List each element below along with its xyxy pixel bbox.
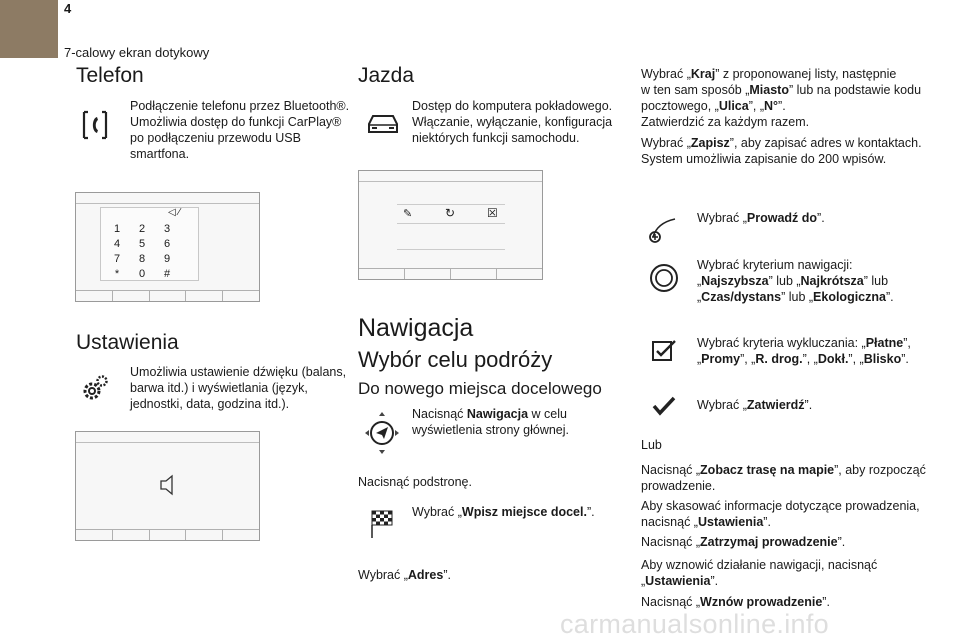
navigation-icon — [363, 410, 401, 456]
zapisz-text: Wybrać „Zapisz”, aby zapisać adres w kontaktach. System umożliwia zapisanie do 200 wpisów. — [641, 136, 922, 166]
guide-to-icon — [647, 213, 679, 245]
nawigacja-heading: Nawigacja — [358, 314, 474, 342]
kryterium-text: Wybrać kryterium nawigacji: „Najszybsza” lub „Najkrótsza” lub „Czas/dystans” lub „Ekologiczna”. — [697, 258, 894, 304]
jazda-screen-illustration — [358, 170, 543, 280]
backspace-icon: ◁ ∕ — [168, 207, 181, 218]
zobacz-trase-text: Nacisnąć „Zobacz trasę na mapie”, aby rozpocząć prowadzenie. — [641, 463, 926, 493]
refresh-icon: ↻ — [445, 206, 456, 220]
ustawienia-heading: Ustawienia — [76, 331, 179, 354]
speaker-icon — [158, 474, 176, 496]
nawigacja-step4: Wybrać „Adres”. — [358, 568, 451, 582]
telefon-heading: Telefon — [76, 64, 144, 87]
phone-icon — [80, 108, 110, 142]
jazda-heading: Jazda — [358, 64, 415, 87]
keypad-key: 9 — [163, 253, 171, 265]
keypad-key: 7 — [113, 253, 121, 265]
wznow-nawigacje-text: Aby wznowić działanie nawigacji, nacisnąć „Ustawienia”. — [641, 558, 878, 588]
ustawienia-screen-illustration — [75, 431, 260, 541]
car-icon — [366, 112, 400, 136]
wybor-celu-heading: Wybór celu podróży — [358, 347, 553, 372]
adres-entry-text: Wybrać „Kraj” z proponowanej listy, następnie w ten sam sposób „Miasto” lub na podstawie kodu pocztowego, „Ulica”, „N°”. Zatwierdzić za każdym razem. — [641, 67, 922, 129]
route-criteria-icon — [648, 262, 680, 294]
keypad-key: 4 — [113, 238, 121, 250]
skasuj-text: Aby skasować informacje dotyczące prowadzenia, nacisnąć „Ustawienia”. — [641, 499, 920, 529]
telefon-text: Podłączenie telefonu przez Bluetooth®. Umożliwia dostęp do funkcji CarPlay® po podłączeniu przewodu USB smartfona. — [130, 99, 350, 161]
page-tab — [0, 0, 58, 58]
page-header: 7-calowy ekran dotykowy — [64, 45, 210, 60]
telefon-screen-illustration — [75, 192, 260, 302]
checklist-icon: ☒ — [487, 206, 498, 220]
nawigacja-step3: Wybrać „Wpisz miejsce docel.”. — [412, 505, 595, 519]
page-number: 4 — [64, 1, 72, 16]
keypad-key: 2 — [138, 223, 146, 235]
exclusion-checkbox-icon — [650, 337, 678, 363]
wznow-prowadzenie-text: Nacisnąć „Wznów prowadzenie”. — [641, 595, 830, 609]
keypad-key: 5 — [138, 238, 146, 250]
lub-text: Lub — [641, 438, 662, 452]
prowadz-do-text: Wybrać „Prowadź do”. — [697, 211, 825, 225]
nawigacja-step1: Nacisnąć Nawigacja w celu wyświetlenia strony głównej. — [412, 407, 570, 437]
confirm-check-icon — [651, 395, 677, 417]
settings-gears-icon — [78, 373, 110, 405]
keypad-key: 8 — [138, 253, 146, 265]
nawigacja-step2: Nacisnąć podstronę. — [358, 475, 472, 489]
ustawienia-text: Umożliwia ustawienie dźwięku (balans, barwa itd.) i wyświetlania (język, jednostki, data, godzina itd.). — [130, 365, 347, 411]
watermark: carmanualsonline.info — [560, 609, 829, 639]
keypad-key: # — [163, 268, 171, 280]
checkered-flag-icon — [370, 509, 394, 539]
keypad-key: * — [114, 268, 120, 280]
zatwierdz-text: Wybrać „Zatwierdź”. — [697, 398, 813, 412]
jazda-text: Dostęp do komputera pokładowego. Włączanie, wyłączanie, konfiguracja niektórych funkcji samochodu. — [412, 99, 613, 145]
keypad-key: 3 — [163, 223, 171, 235]
keypad-key: 6 — [163, 238, 171, 250]
drive-settings-icon: ✎ — [403, 208, 413, 220]
zatrzymaj-text: Nacisnąć „Zatrzymaj prowadzenie”. — [641, 535, 846, 549]
keypad-key: 1 — [113, 223, 121, 235]
nowe-miejsce-heading: Do nowego miejsca docelowego — [358, 379, 602, 398]
keypad-key: 0 — [138, 268, 146, 280]
wykluczanie-text: Wybrać kryteria wykluczania: „Płatne”, „Promy”, „R. drog.”, „Dokł.”, „Blisko”. — [697, 336, 911, 366]
